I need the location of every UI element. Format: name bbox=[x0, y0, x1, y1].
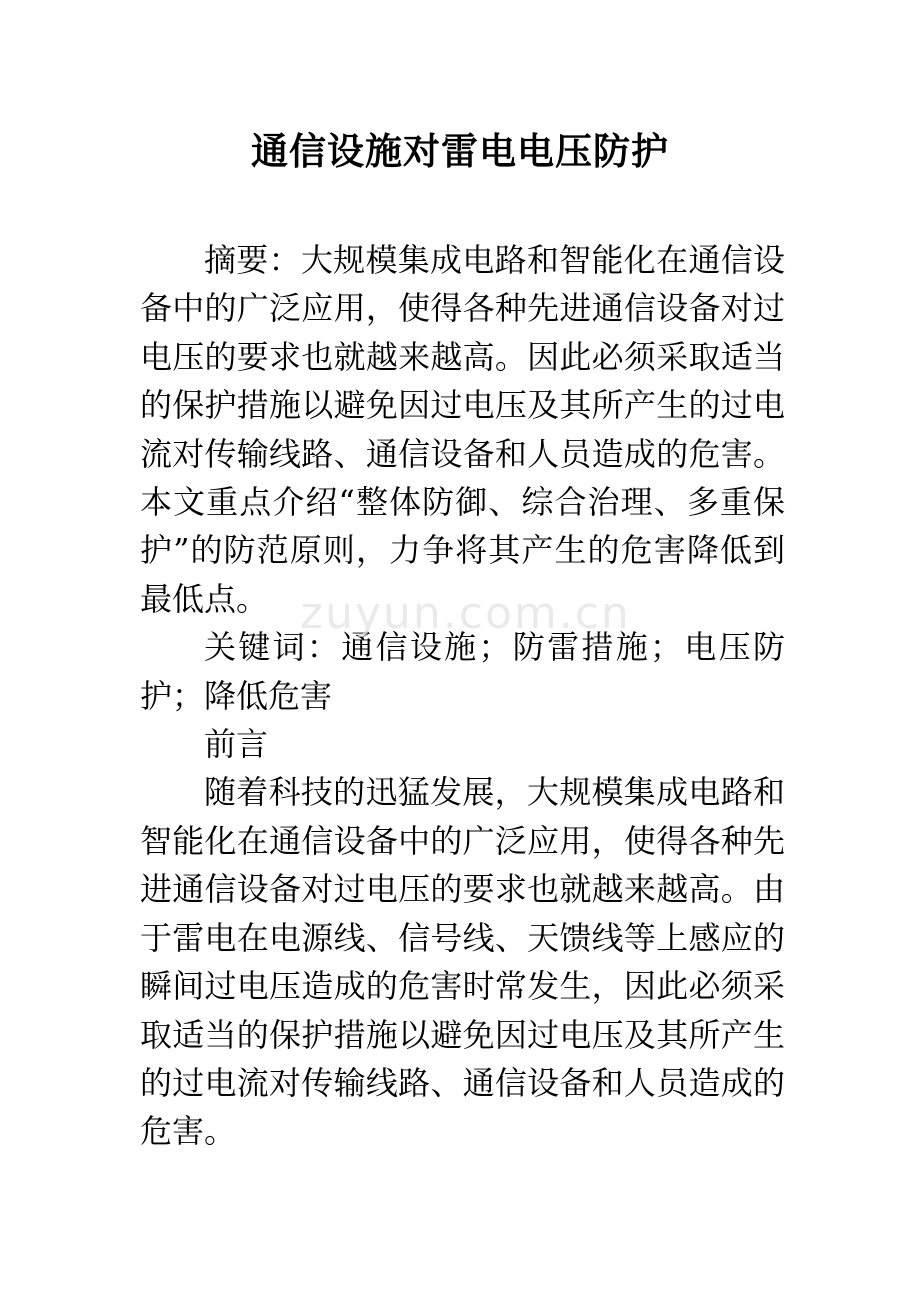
abstract-paragraph: 摘要：大规模集成电路和智能化在通信设备中的广泛应用，使得各种先进通信设备对过电压的要求也就越来越高。因此必须采取适当的保护措施以避免因过电压及其所产生的过电流对传输线路、通信设备和人员造成的危害。本文重点介绍“整体防御、综合治理、多重保护”的防范原则，力争将其产生的危害降低到最低点。 bbox=[140, 241, 785, 618]
document-title: 通信设施对雷电电压防护 bbox=[251, 129, 669, 173]
document-body bbox=[140, 236, 785, 1156]
preface-heading: 前言 bbox=[204, 725, 269, 764]
preface-paragraph: 随着科技的迅猛发展，大规模集成电路和智能化在通信设备中的广泛应用，使得各种先进通信设备对过电压的要求也就越来越高。由于雷电在电源线、信号线、天馈线等上感应的瞬间过电压造成的危害时常发生，因此必须采取适当的保护措施以避免因过电压及其所产生的过电流对传输线路、通信设备和人员造成的危害。 bbox=[140, 773, 785, 1151]
watermark: zuyun.com.cn bbox=[300, 588, 631, 639]
keywords-paragraph: 关键词：通信设施；防雷措施；电压防护；降低危害 bbox=[140, 628, 785, 715]
